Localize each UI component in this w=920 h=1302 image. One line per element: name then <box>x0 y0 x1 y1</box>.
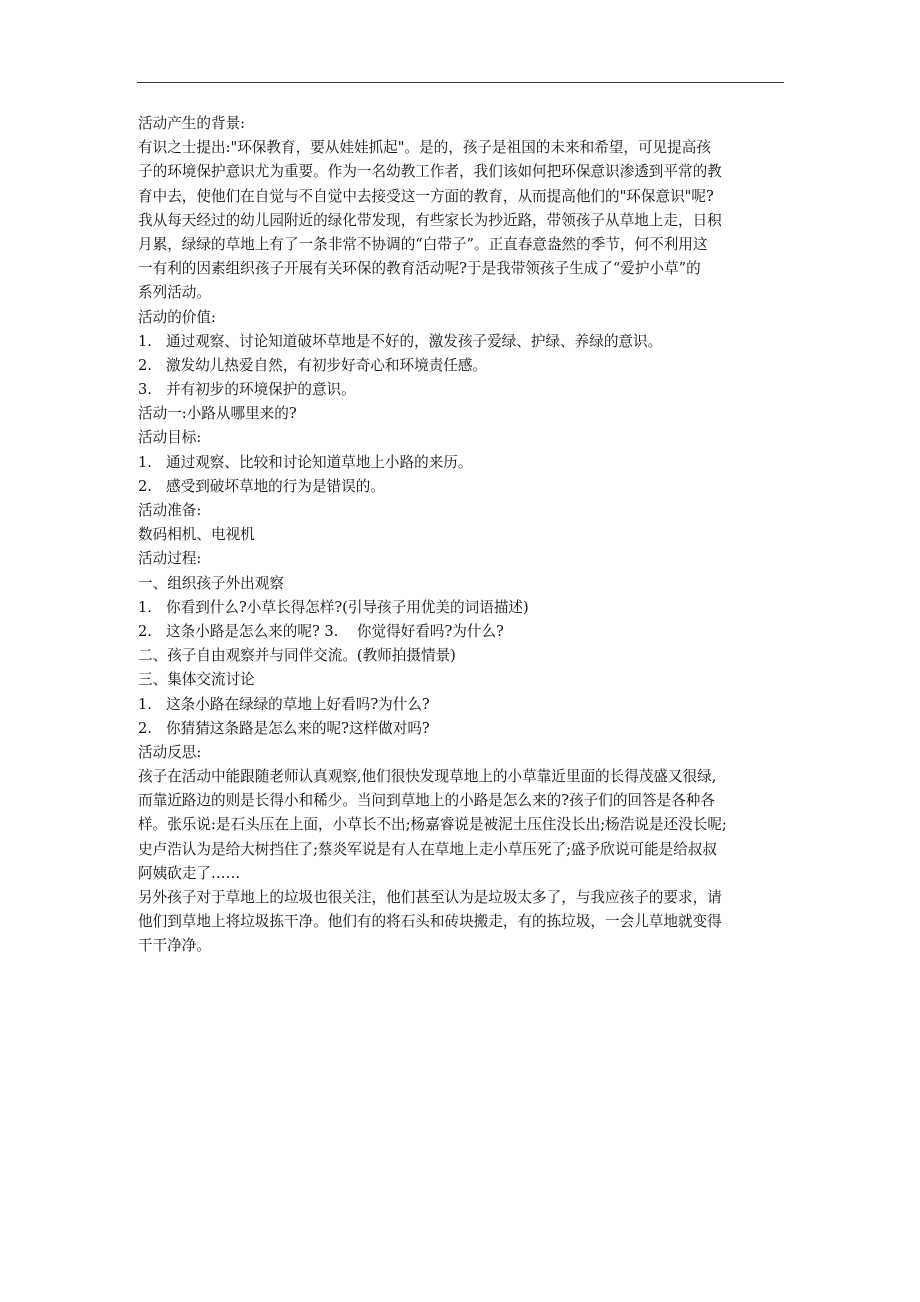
section-heading: 活动产生的背景: <box>138 115 246 132</box>
paragraph-line: 数码相机、电视机 <box>138 526 255 544</box>
paragraph-line: 而靠近路边的则是长得小和稀少。当问到草地上的小路是怎么来的?孩子们的回答是各种各 <box>138 792 715 810</box>
list-item-text: 并有初步的环境保护的意识。 <box>166 381 356 399</box>
list-item-text: 激发幼儿热爱自然，有初步好奇心和环境责任感。 <box>166 356 488 374</box>
paragraph-line: 一、组织孩子外出观察 <box>138 574 284 592</box>
paragraph-line: 一有利的因素组织孩子开展有关环保的教育活动呢?于是我带领孩子生成了“爱护小草”的 <box>138 260 701 278</box>
list-item-text: 你看到什么?小草长得怎样?(引导孩子用优美的词语描述) <box>166 598 529 616</box>
list-item <box>138 354 788 378</box>
list-item-text: 感受到破坏草地的行为是错误的。 <box>166 477 385 495</box>
list-item-number: 2. <box>138 622 152 640</box>
section-heading: 活动目标: <box>138 429 202 447</box>
list-item-number: 1. <box>138 598 152 616</box>
list-item-number: 1. <box>138 453 152 471</box>
list-item-text: 通过观察、讨论知道破坏草地是不好的，激发孩子爱绿、护绿、养绿的意识。 <box>166 332 663 350</box>
section-heading: 活动过程: <box>138 550 202 568</box>
list-item-number: 2. <box>138 719 152 737</box>
list-item <box>138 475 788 499</box>
paragraph-line: 子的环境保护意识尤为重要。作为一名幼教工作者，我们该如何把环保意识渗透到平常的教 <box>138 163 722 181</box>
list-item-text: 这条小路是怎么来的呢? 3. 你觉得好看吗?为什么? <box>166 622 504 640</box>
list-item-number: 3. <box>138 381 152 399</box>
section-heading: 活动一:小路从哪里来的? <box>138 405 297 423</box>
list-item-text: 这条小路在绿绿的草地上好看吗?为什么? <box>166 695 430 713</box>
paragraph-line: 他们到草地上将垃圾拣干净。他们有的将石头和砖块搬走，有的拣垃圾，一会儿草地就变得 <box>138 913 722 931</box>
list-item <box>138 693 788 717</box>
list-item-number: 2. <box>138 356 152 374</box>
paragraph-line: 样。张乐说:是石头压在上面，小草长不出;杨嘉睿说是被泥土压住没长出;杨浩说是还没长呢; <box>138 816 727 834</box>
paragraph-line: 月累，绿绿的草地上有了一条非常不协调的“白带子”。正直春意盎然的季节，何不利用这 <box>138 235 708 253</box>
paragraph-line: 有识之士提出:"环保教育，要从娃娃抓起"。是的，孩子是祖国的未来和希望，可见提高孩 <box>138 139 711 157</box>
paragraph-line: 三、集体交流讨论 <box>138 671 255 689</box>
document-body <box>138 112 788 959</box>
list-item <box>138 378 788 402</box>
list-item-text: 通过观察、比较和讨论知道草地上小路的来历。 <box>166 453 473 471</box>
paragraph-line: 二、孩子自由观察并与同伴交流。(教师拍摄情景) <box>138 647 456 665</box>
paragraph-line: 另外孩子对于草地上的垃圾也很关注，他们甚至认为是垃圾太多了，与我应孩子的要求，请 <box>138 889 722 906</box>
section-heading: 活动反思: <box>138 743 202 761</box>
paragraph-line: 系列活动。 <box>138 284 211 302</box>
header-rule <box>137 82 784 83</box>
list-item <box>138 620 788 644</box>
paragraph-line: 我从每天经过的幼儿园附近的绿化带发现，有些家长为抄近路，带领孩子从草地上走，日积 <box>138 211 722 229</box>
list-item <box>138 451 788 475</box>
paragraph-line: 育中去，使他们在自觉与不自觉中去接受这一方面的教育，从而提高他们的"环保意识"呢? <box>138 187 714 205</box>
list-item-number: 2. <box>138 477 152 495</box>
list-item <box>138 330 788 354</box>
section-heading: 活动的价值: <box>138 308 216 326</box>
paragraph-line: 史卢浩认为是给大树挡住了;蔡炎军说是有人在草地上走小草压死了;盛予欣说可能是给叔叔 <box>138 840 717 858</box>
list-item-text: 你猜猜这条路是怎么来的呢?这样做对吗? <box>166 719 430 737</box>
paragraph-line: 干干净净。 <box>138 937 211 955</box>
paragraph-line: 阿姨砍走了…… <box>138 864 241 882</box>
section-heading: 活动准备: <box>138 502 202 519</box>
list-item-number: 1. <box>138 695 152 713</box>
paragraph-line: 孩子在活动中能跟随老师认真观察,他们很快发现草地上的小草靠近里面的长得茂盛又很绿, <box>138 768 717 786</box>
list-item <box>138 717 788 741</box>
list-item <box>138 596 788 620</box>
list-item-number: 1. <box>138 332 152 350</box>
